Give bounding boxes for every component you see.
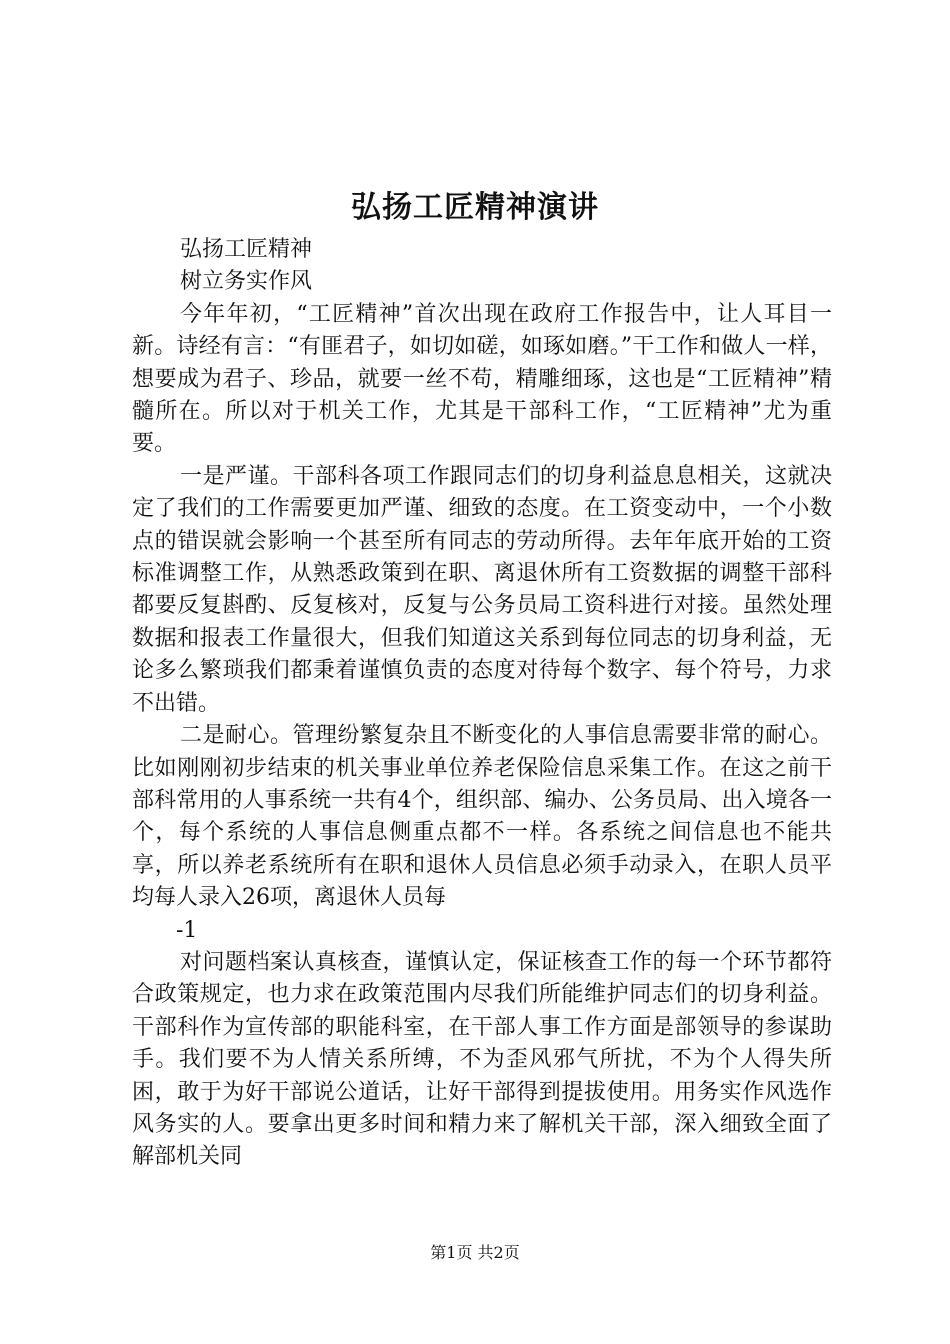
page-footer: 第1页 共2页	[430, 1243, 520, 1262]
paragraph-intro: 今年年初，“工匠精神”首次出现在政府工作报告中，让人耳目一新。诗经有言：“有匪君子，如切如磋，如琢如磨。”干工作和做人一样，想要成为君子、珍品，就要一丝不苟，精雕细琢，这也是“工匠精神”精髓所在。所以对于机关工作，尤其是干部科工作，“工匠精神”尤为重要。	[132, 301, 832, 457]
document-body	[132, 234, 832, 1174]
subtitle-line-2: 树立务实作风	[180, 269, 313, 295]
inline-page-marker: -1	[176, 917, 198, 943]
document-title: 弘扬工匠精神演讲	[351, 190, 599, 225]
paragraph-continued: 对问题档案认真核查，谨慎认定，保证核查工作的每一个环节都符合政策规定，也力求在政策范围内尽我们所能维护同志们的切身利益。干部科作为宣传部的职能科室，在干部人事工作方面是部领导的参谋助手。我们要不为人情关系所缚，不为歪风邪气所扰，不为个人得失所困，敢于为好干部说公道话，让好干部得到提拔使用。用务实作风选作风务实的人。要拿出更多时间和精力来了解机关干部，深入细致全面了解部机关同	[132, 949, 832, 1170]
paragraph-patience: 二是耐心。管理纷繁复杂且不断变化的人事信息需要非常的耐心。比如刚刚初步结束的机关事业单位养老保险信息采集工作。在这之前干部科常用的人事系统一共有4个，组织部、编办、公务员局、出入境各一个，每个系统的人事信息侧重点都不一样。各系统之间信息也不能共享，所以养老系统所有在职和退休人员信息必须手动录入，在职人员平均每人录入26项，离退休人员每	[132, 723, 832, 911]
subtitle-line-1: 弘扬工匠精神	[180, 237, 313, 262]
paragraph-rigor: 一是严谨。干部科各项工作跟同志们的切身利益息息相关，这就决定了我们的工作需要更加严谨、细致的态度。在工资变动中，一个小数点的错误就会影响一个甚至所有同志的劳动所得。去年年底开始的工资标准调整工作，从熟悉政策到在职、离退休所有工资数据的调整干部科都要反复斟酌、反复核对，反复与公务员局工资科进行对接。虽然处理数据和报表工作量很大，但我们知道这关系到每位同志的切身利益，无论多么繁琐我们都秉着谨慎负责的态度对待每个数字、每个符号，力求不出错。	[132, 463, 832, 716]
